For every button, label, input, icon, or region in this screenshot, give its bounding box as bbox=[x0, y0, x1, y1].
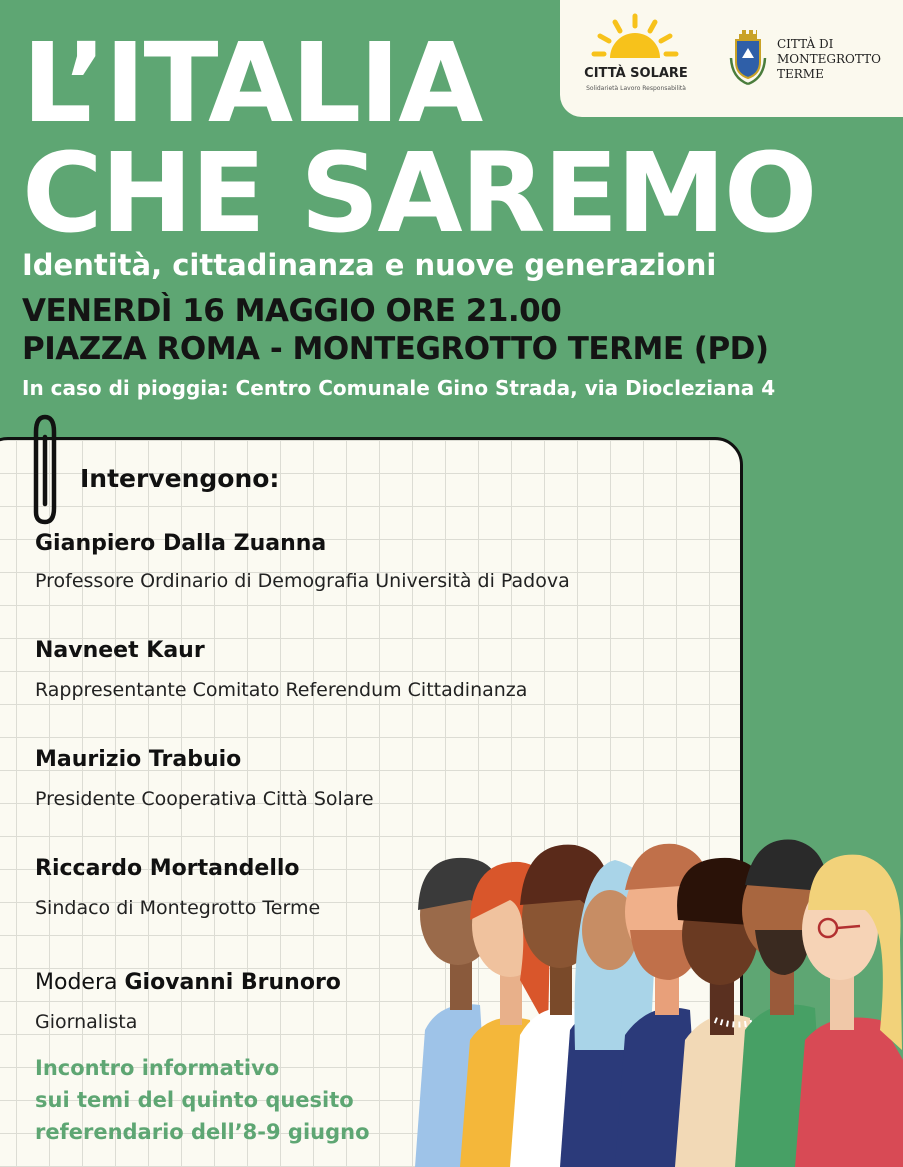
event-location: PIAZZA ROMA - MONTEGROTTO TERME (PD) bbox=[22, 331, 769, 367]
speaker-role: Professore Ordinario di Demografia Università di Padova bbox=[35, 570, 570, 592]
moderator-role: Giornalista bbox=[35, 1011, 138, 1033]
footer-note-line-1: Incontro informativo bbox=[35, 1056, 280, 1080]
speaker-role: Sindaco di Montegrotto Terme bbox=[35, 897, 321, 919]
citta-solare-name: CITTÀ SOLARE bbox=[584, 66, 688, 81]
montegrotto-name-line-1: CITTÀ DI bbox=[777, 37, 834, 51]
speaker-name: Riccardo Mortandello bbox=[35, 856, 300, 881]
moderator-line bbox=[35, 970, 341, 995]
speaker-name: Maurizio Trabuio bbox=[35, 747, 242, 772]
speakers-heading: Intervengono: bbox=[80, 464, 280, 493]
montegrotto-name-line-3: TERME bbox=[777, 67, 824, 81]
title-line-2: CHE SAREMO bbox=[22, 129, 816, 257]
moderator-prefix: Modera bbox=[35, 970, 125, 995]
footer-note-line-2: sui temi del quinto quesito bbox=[35, 1088, 354, 1112]
people-illustration bbox=[410, 830, 903, 1167]
paperclip-icon bbox=[24, 412, 66, 528]
title-line-1: L’ITALIA bbox=[22, 19, 482, 147]
moderator-name: Giovanni Brunoro bbox=[124, 970, 341, 995]
event-date-time: VENERDÌ 16 MAGGIO ORE 21.00 bbox=[22, 293, 562, 329]
speaker-name: Navneet Kaur bbox=[35, 638, 205, 663]
speaker-role: Presidente Cooperativa Città Solare bbox=[35, 788, 374, 810]
subtitle: Identità, cittadinanza e nuove generazioni bbox=[22, 248, 717, 282]
footer-note-line-3: referendario dell’8-9 giugno bbox=[35, 1120, 370, 1144]
citta-solare-tagline: Solidarietà Lavoro Responsabilità bbox=[586, 85, 686, 92]
sun-logo-icon bbox=[590, 12, 680, 62]
speaker-name: Gianpiero Dalla Zuanna bbox=[35, 531, 327, 556]
speaker-role: Rappresentante Comitato Referendum Cittadinanza bbox=[35, 679, 528, 701]
montegrotto-name-line-2: MONTEGROTTO bbox=[777, 52, 881, 66]
rain-note: In caso di pioggia: Centro Comunale Gino Strada, via Diocleziana 4 bbox=[22, 376, 776, 400]
montegrotto-crest-icon bbox=[728, 28, 768, 88]
